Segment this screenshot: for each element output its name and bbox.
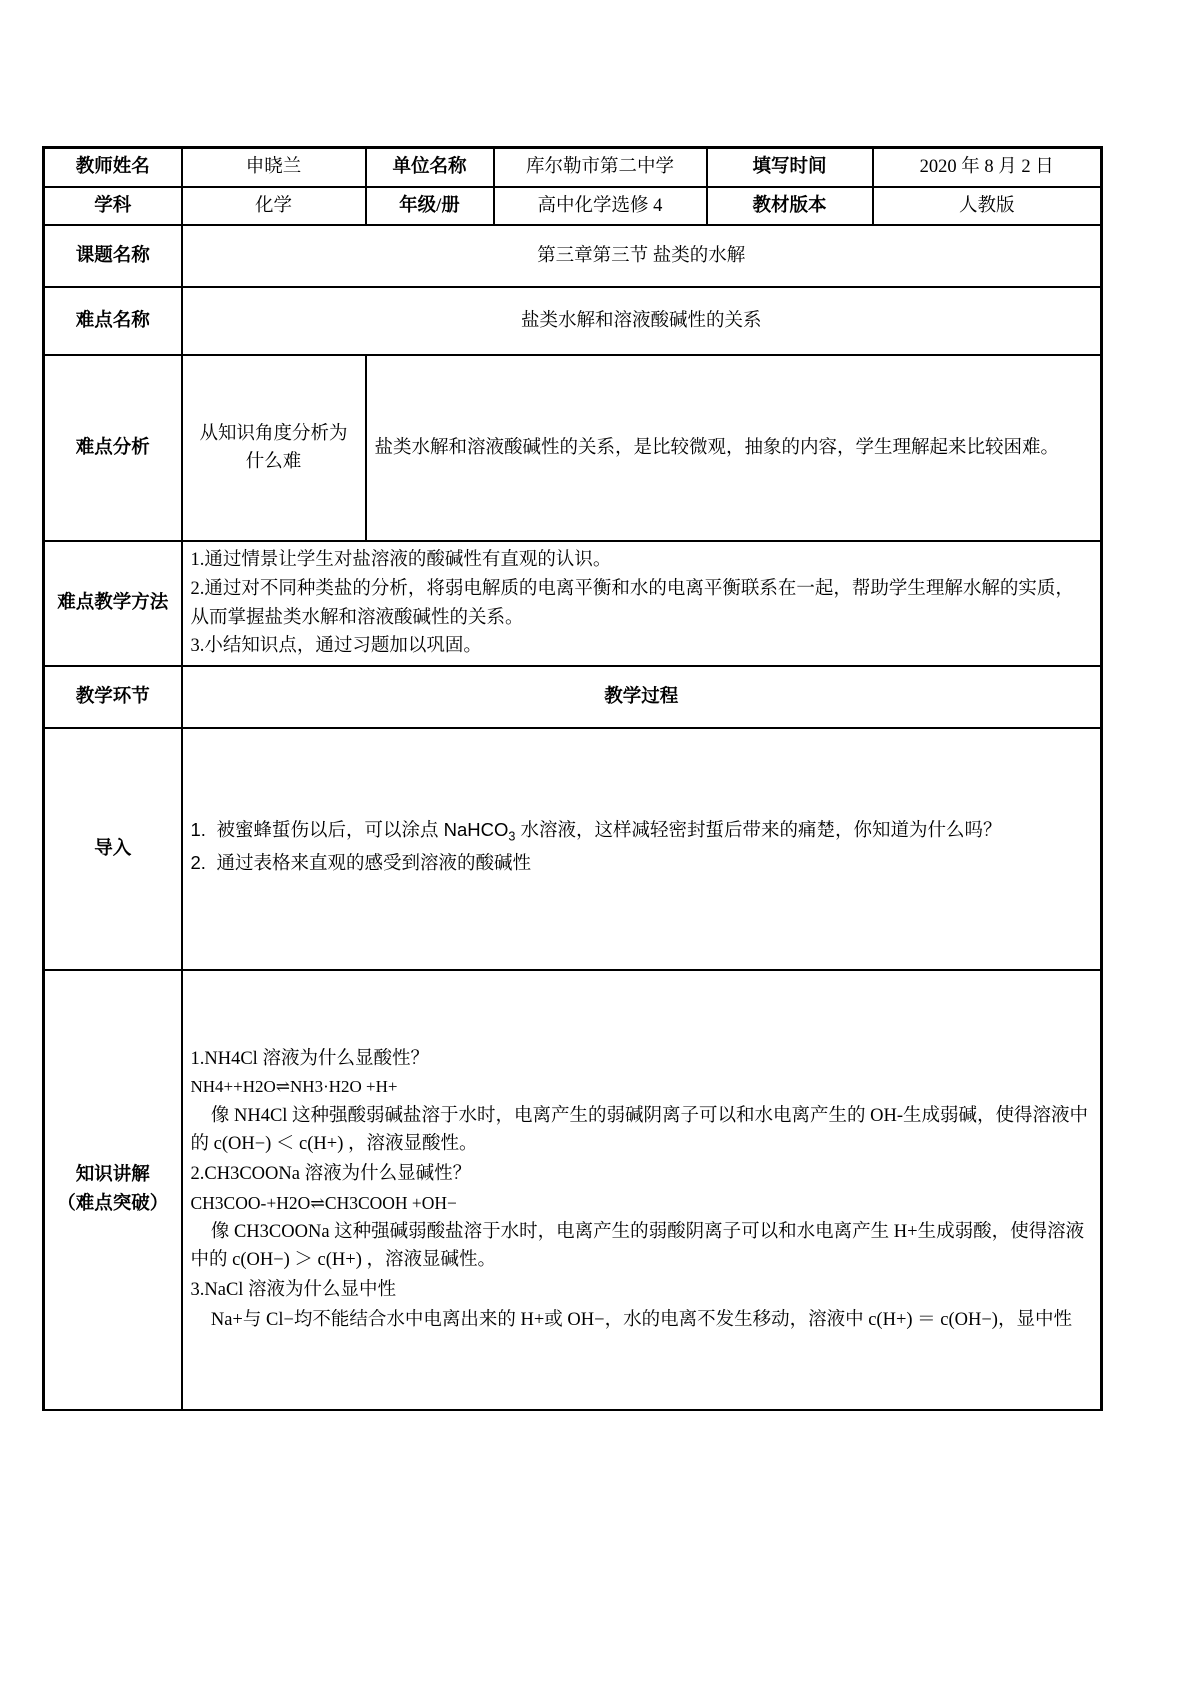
topic-value: 第三章第三节 盐类的水解 — [182, 225, 1102, 287]
intro-item-2-text-before: 通过表格来直观的感受到溶液的酸碱性 — [216, 852, 532, 874]
knowledge-q1-paragraph: 像 NH4Cl 这种强酸弱碱盐溶于水时，电离产生的弱碱阴离子可以和水电离产生的 OH-生成弱碱，使得溶液中的 c(OH−) ＜ c(H+) ，溶液显酸性。 — [190, 1105, 1089, 1155]
table-row-knowledge — [44, 970, 1102, 1410]
teaching-method-label: 难点教学方法 — [44, 541, 182, 666]
list-item — [191, 849, 1093, 878]
knowledge-q2-title: 2.CH3COONa 溶液为什么显碱性？ — [190, 1163, 472, 1184]
teaching-method-line-3: 3.小结知识点，通过习题加以巩固。 — [190, 636, 482, 657]
table-row-difficulty-analysis — [44, 355, 1102, 541]
grade-value: 高中化学选修 4 — [494, 187, 707, 226]
teaching-method-content — [182, 541, 1102, 666]
grade-label: 年级/册 — [366, 187, 494, 226]
intro-item-1-number: 1. — [190, 819, 206, 841]
fill-time-label: 填写时间 — [707, 148, 873, 187]
fill-time-value: 2020 年 8 月 2 日 — [873, 148, 1102, 187]
table-row-teacher-info — [44, 148, 1102, 187]
knowledge-content — [182, 970, 1102, 1410]
teaching-method-line-1: 1.通过情景让学生对盐溶液的酸碱性有直观的认识。 — [190, 550, 612, 571]
knowledge-label — [44, 970, 182, 1410]
table-row-process-header — [44, 666, 1102, 728]
subject-label: 学科 — [44, 187, 182, 226]
table-row-teaching-method — [44, 541, 1102, 666]
introduction-list — [191, 816, 1093, 877]
intro-item-1-text-before: 被蜜蜂蜇伤以后，可以涂点 NaHCO — [216, 819, 509, 841]
textbook-value: 人教版 — [873, 187, 1102, 226]
difficulty-name-value: 盐类水解和溶液酸碱性的关系 — [182, 287, 1102, 355]
knowledge-q3-paragraph: Na+与 Cl−均不能结合水中电离出来的 H+或 OH−，水的电离不发生移动，溶液中 c(H+) ＝ c(OH−)，显中性 — [210, 1309, 1072, 1330]
textbook-label: 教材版本 — [707, 187, 873, 226]
introduction-label: 导入 — [44, 728, 182, 970]
teacher-name-label: 教师姓名 — [44, 148, 182, 187]
knowledge-q2-equation: CH3COO-+H2O⇌CH3COOH +OH− — [190, 1192, 457, 1213]
introduction-content — [182, 728, 1102, 970]
teaching-method-line-2: 2.通过对不同种类盐的分析，将弱电解质的电离平衡和水的电离平衡联系在一起，帮助学生理解水解的实质，从而掌握盐类水解和溶液酸碱性的关系。 — [190, 579, 1074, 628]
lesson-plan-sheet — [42, 146, 1100, 1411]
intro-item-1-text-after: 水溶液，这样减轻密封蜇后带来的痛楚，你知道为什么吗？ — [515, 819, 1002, 841]
subject-value: 化学 — [182, 187, 366, 226]
teacher-name-value: 申晓兰 — [182, 148, 366, 187]
knowledge-label-line-1: 知识讲解 — [75, 1165, 150, 1186]
list-item — [191, 816, 1093, 845]
knowledge-q1-equation: NH4++H2O⇌NH3·H2O +H+ — [190, 1077, 398, 1097]
table-row-topic — [44, 225, 1102, 287]
knowledge-label-line-2: （难点突破） — [57, 1194, 169, 1215]
table-row-subject-info — [44, 187, 1102, 226]
lesson-plan-table — [42, 146, 1103, 1411]
difficulty-analysis-content: 盐类水解和溶液酸碱性的关系，是比较微观，抽象的内容，学生理解起来比较困难。 — [366, 355, 1102, 541]
process-column-header: 教学过程 — [182, 666, 1102, 728]
intro-item-2-number: 2. — [190, 852, 206, 874]
unit-name-value: 库尔勒市第二中学 — [494, 148, 707, 187]
topic-label: 课题名称 — [44, 225, 182, 287]
knowledge-q2-paragraph: 像 CH3COONa 这种强碱弱酸盐溶于水时，电离产生的弱酸阴离子可以和水电离产生 H+生成弱酸，使得溶液中的 c(OH−) ＞ c(H+) ，溶液显碱性。 — [190, 1221, 1085, 1271]
knowledge-q3-title: 3.NaCl 溶液为什么显中性 — [190, 1280, 397, 1301]
difficulty-analysis-label: 难点分析 — [44, 355, 182, 541]
stage-column-header: 教学环节 — [44, 666, 182, 728]
knowledge-q1-title: 1.NH4Cl 溶液为什么显酸性？ — [190, 1048, 429, 1069]
table-row-introduction — [44, 728, 1102, 970]
table-row-difficulty-name — [44, 287, 1102, 355]
unit-name-label: 单位名称 — [366, 148, 494, 187]
difficulty-analysis-sub-label: 从知识角度分析为什么难 — [182, 355, 366, 541]
difficulty-name-label: 难点名称 — [44, 287, 182, 355]
intro-item-1-subscript: 3 — [508, 830, 516, 845]
